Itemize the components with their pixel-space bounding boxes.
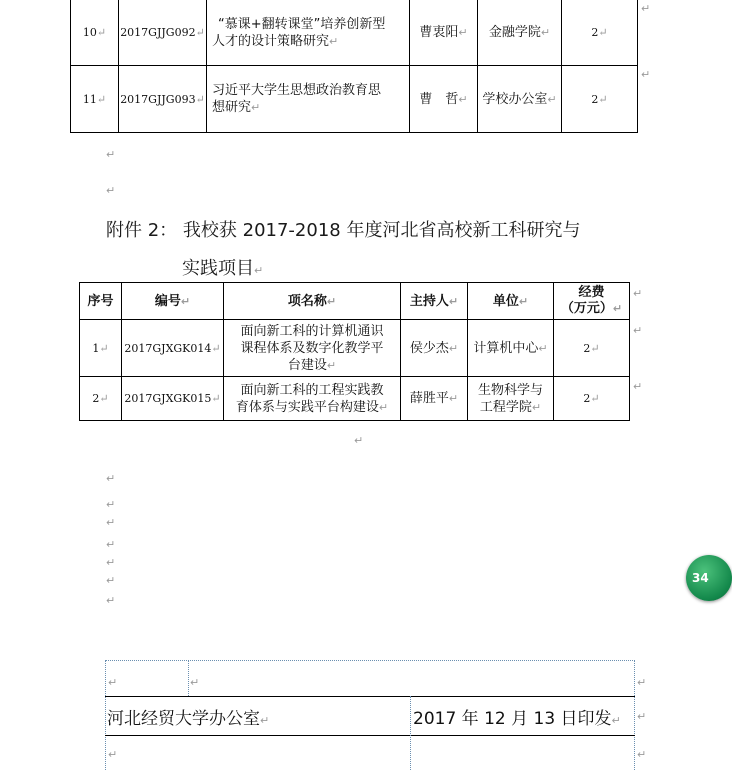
fund-value: 2 (591, 92, 599, 106)
host-name: 曹衷阳 (419, 25, 459, 40)
project-title-line: 想研究 (212, 100, 252, 115)
cell-end-mark: ↵ (190, 676, 200, 689)
paragraph-mark: ↵ (106, 538, 116, 551)
project-title-line: 人才的设计策略研究 (212, 33, 330, 49)
row-number: 11 (82, 92, 97, 106)
header-unit: 单位 (492, 293, 519, 309)
fund-value: 2 (591, 26, 599, 39)
header-fund: 经费 (578, 285, 605, 300)
row-number: 1 (92, 341, 100, 355)
row-number: 10 (82, 26, 97, 39)
row-number: 2 (92, 392, 100, 405)
paragraph-mark: ↵ (354, 434, 364, 447)
unit-name: 计算机中心 (473, 340, 539, 356)
project-code: 2017GJJG093 (120, 92, 196, 106)
project-name-line: 台建设 (287, 357, 327, 373)
row-end-mark: ↵ (637, 748, 647, 761)
attachment-heading: 附件 2： 我校获 2017-2018 年度河北省高校新工科研究与 (106, 220, 581, 241)
attachment-heading-line2: 实践项目↵ (182, 258, 264, 279)
paragraph-mark: ↵ (106, 556, 116, 569)
unit-name-line: 工程学院 (479, 399, 532, 415)
fund-value: 2 (583, 341, 591, 355)
cell-end-mark: ↵ (108, 676, 118, 689)
row-end-mark: ↵ (641, 68, 651, 81)
project-name-line: 课程体系及数字化教学平 (240, 340, 384, 356)
fund-value: 2 (583, 392, 591, 405)
project-code: 2017GJJG092 (120, 26, 196, 39)
header-no: 序号 (87, 293, 114, 309)
row-end-mark: ↵ (641, 2, 651, 15)
unit-name: 学校办公室 (482, 91, 548, 107)
header-host: 主持人 (409, 293, 449, 309)
host-name: 侯少杰 (409, 340, 449, 356)
row-end-mark: ↵ (637, 710, 647, 723)
host-name: 曹 哲 (419, 91, 459, 107)
project-code: 2017GJXGK015 (124, 392, 212, 405)
issuing-office: 河北经贸大学办公室↵ (107, 709, 270, 729)
project-title-line: “慕课+翻转课堂”培养创新型 (218, 16, 386, 32)
cell-end-mark: ↵ (108, 748, 118, 761)
paragraph-mark: ↵ (106, 594, 116, 607)
project-name-line: 面向新工科的计算机通识 (240, 323, 384, 339)
header-name: 项名称 (287, 293, 327, 309)
paragraph-mark: ↵ (106, 472, 116, 485)
header-fund-unit: （万元） (560, 301, 613, 316)
project-title-line: 习近平大学生思想政治教育思 (212, 83, 382, 98)
project-name-line: 育体系与实践平台构建设 (235, 399, 379, 415)
paragraph-mark: ↵ (106, 184, 116, 197)
row-end-mark: ↵ (633, 380, 643, 393)
paragraph-mark: ↵ (106, 498, 116, 511)
project-code: 2017GJXGK014 (124, 341, 212, 355)
row-end-mark: ↵ (633, 287, 643, 300)
row-end-mark: ↵ (633, 324, 643, 337)
issue-date: 2017 年 12 月 13 日印发↵ (413, 709, 621, 729)
page-number-badge[interactable]: 34 (686, 555, 732, 601)
paragraph-mark: ↵ (106, 574, 116, 587)
host-name: 薛胜平 (409, 391, 449, 406)
header-code: 编号 (154, 293, 181, 309)
unit-name: 金融学院 (488, 25, 541, 40)
paragraph-mark: ↵ (106, 516, 116, 529)
project-name-line: 面向新工科的工程实践教 (240, 382, 384, 398)
paragraph-mark: ↵ (106, 148, 116, 161)
unit-name-line: 生物科学与 (477, 382, 543, 398)
row-end-mark: ↵ (637, 676, 647, 689)
